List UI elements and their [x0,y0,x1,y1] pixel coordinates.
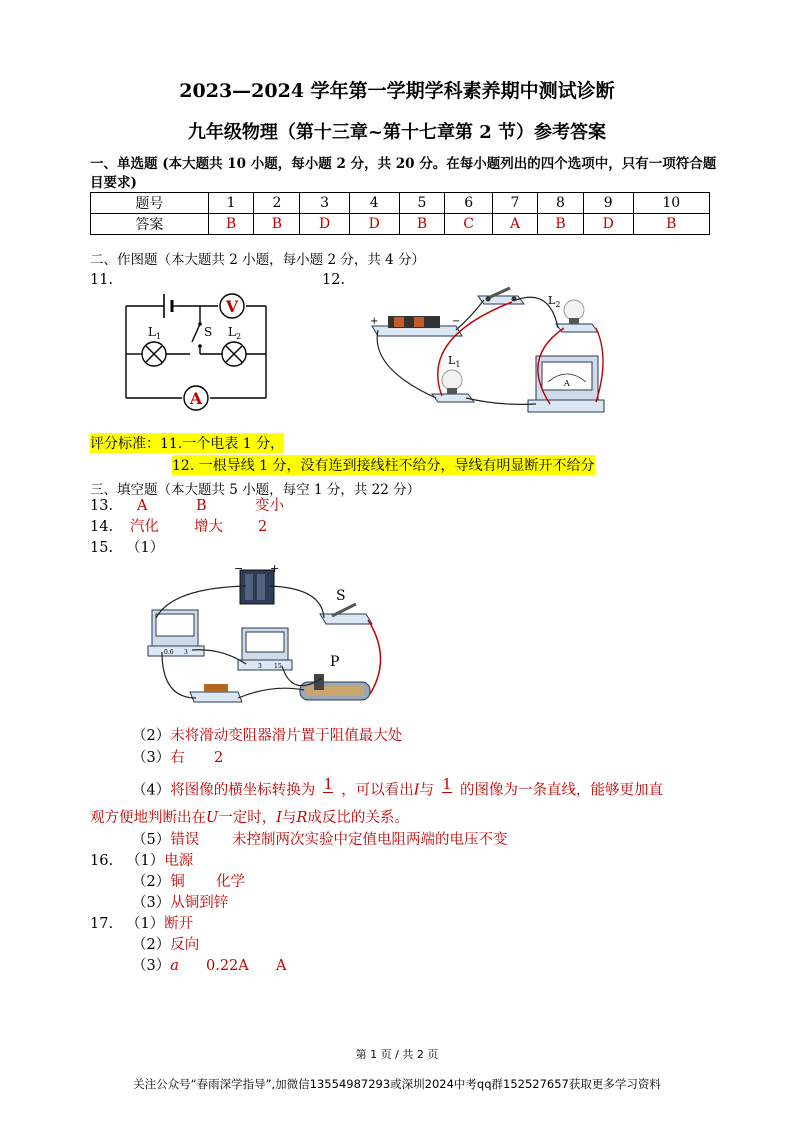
question-11-number: 11. [90,272,114,288]
circuit-diagram-15 [142,558,402,716]
q13-answer-1: A [137,498,148,514]
q15-part1-label: （1） [126,540,165,556]
q15-part4-line2 [90,808,409,828]
q17-part3-answer-3: A [276,958,287,974]
answer-table [90,192,710,235]
table-row-answers [91,214,710,235]
q15-part4-text-4: 的图像为一条直线，能够更加直 [459,782,663,799]
q13-answer-3: 变小 [255,498,284,514]
q14-answer-1: 汽化 [130,519,159,535]
table-cell: 1 [208,193,254,214]
voltmeter-label: V [225,297,239,316]
table-cell: 2 [254,193,300,214]
question-14 [90,517,268,537]
table-cell: 6 [445,193,493,214]
q15-part5-answer-1: 错误 [170,832,200,848]
q16-part2-label: （2） [132,874,171,890]
scoring-11: 11.一个电表 1 分， [160,436,285,452]
q17-part3 [132,956,287,976]
q15-part4-label: （4） [132,782,171,799]
q17-part2-label: （2） [132,937,171,953]
q17-number: 17. [90,916,114,932]
promo-footer: 关注公众号“春雨深学指导”,加微信13554987293或深圳2024中考qq群152527657获取更多学习资料 [133,1077,661,1091]
q15-part3 [132,748,224,768]
lamp-l1-label: $L_1$ [148,325,162,341]
q14-answer-2: 增大 [194,519,223,535]
question-16 [90,851,194,871]
answer-cell: B [399,214,445,235]
table-cell: 10 [633,193,709,214]
section2-title: 二、作图题（本大题共 2 小题，每小题 2 分，共 4 分） [90,252,426,268]
q16-part1-answer: 电源 [164,853,194,869]
q17-part2-answer: 反向 [170,937,200,953]
fraction-1-over-r [323,778,333,803]
q15-part3-answer-1: 右 [170,750,185,766]
answer-cell: B [538,214,584,235]
q17-part3-answer-1: a [170,958,179,974]
lamp-l1-label: $L_1$ [448,354,461,369]
q14-answer-3: 2 [258,519,268,535]
circuit-diagram-12 [360,278,620,420]
q16-part3-label: （3） [132,895,171,911]
q16-part1-label: （1） [126,853,165,869]
battery-plus: + [370,316,379,327]
q15-part2 [132,726,402,746]
rheostat-slider-label: P [330,654,340,670]
fraction-numerator: 1 [323,777,333,793]
symbol-i: I [413,782,420,799]
ammeter-letter: A [564,379,570,388]
scoring-12: 12. 一根导线 1 分，没有连到接线柱不给分，导线有明显断开不给分 [172,455,595,475]
q16-part2-answer-2: 化学 [216,874,245,890]
voltmeter-scale-3: 3 [258,663,262,670]
q15-part2-answer: 未将滑动变阻器滑片置于阻值最大处 [170,728,403,744]
section1-title: 一、单选题 (本大题共 10 小题，每小题 2 分，共 20 分。在每小题列出的四个选项中，只有一项符合题 [90,156,717,172]
q15-part4-text-3: 与 [419,782,434,799]
row-label-answer: 答案 [91,214,209,235]
q15-part5-answer-2: 未控制两次实验中定值电阻两端的电压不变 [232,832,508,848]
battery-minus: − [452,316,461,327]
answer-cell: B [633,214,709,235]
q15-part2-label: （2） [132,728,171,744]
q15-part4 [132,778,663,803]
question-12-number: 12. [322,272,346,288]
row-label-question: 题号 [91,193,209,214]
table-cell: 8 [538,193,584,214]
fraction-1-over-r-2 [442,778,452,803]
q16-part1 [126,851,193,871]
q15-part4-text-6: 一定时， [218,810,277,826]
answer-cell: B [208,214,254,235]
lamp-l2-label: $L_2$ [548,294,561,309]
q17-part1 [126,914,193,934]
q14-number: 14. [90,519,114,535]
q13-answer-2: B [196,498,207,514]
section3-title: 三、填空题（本大题共 5 小题，每空 1 分，共 22 分） [90,482,421,498]
scoring-label: 评分标准： [90,436,160,452]
battery-plus: + [270,562,280,575]
symbol-i: I [276,810,282,826]
q15-part4-text-5: 观方便地判断出在 [90,810,206,826]
question-13 [90,496,284,516]
page-number: 第 1 页 / 共 2 页 [355,1048,439,1061]
fraction-numerator: 1 [442,777,452,793]
q15-part5 [132,830,508,850]
switch-label: S [336,588,346,604]
q16-part3-answer: 从铜到锌 [170,895,229,911]
answer-cell: D [349,214,399,235]
q15-part5-label: （5） [132,832,171,848]
ammeter-scale-06: 0.6 [164,649,174,656]
question-17 [90,914,194,934]
answer-cell: D [583,214,633,235]
q16-part3 [132,893,228,913]
answer-cell: B [254,214,300,235]
q15-part4-text-7: 与 [281,810,297,826]
ammeter-scale-3: 3 [184,649,188,656]
ammeter-label: A [189,389,203,408]
q17-part2 [132,935,199,955]
q15-number: 15. [90,540,114,556]
q13-number: 13. [90,498,114,514]
section1-title-cont: 目要求) [90,175,137,191]
symbol-r: R [296,810,308,826]
battery-minus: − [234,562,244,575]
q15-part3-answer-2: 2 [214,750,224,766]
q17-part1-answer: 断开 [164,916,194,932]
circuit-diagram-11 [118,284,278,414]
q15-part4-text-2: ，可以看出 [341,782,414,799]
table-cell: 7 [492,193,537,214]
q17-part3-label: （3） [132,958,171,974]
table-row-questions [91,193,710,214]
switch-label: S [204,325,213,339]
q15-part4-text-1: 将图像的横坐标转换为 [170,782,316,799]
answer-cell: A [492,214,537,235]
scoring-line-1 [90,433,284,453]
fraction-bar [323,792,333,803]
q16-number: 16. [90,853,114,869]
fraction-bar [442,792,452,803]
voltmeter-scale-15: 15 [274,663,282,670]
q17-part3-answer-2: 0.22A [206,958,249,974]
q16-part2 [132,872,245,892]
table-cell: 4 [349,193,399,214]
document-title: 2023—2024 学年第一学期学科素养期中测试诊断 [179,80,615,102]
lamp-l2-label: $L_2$ [228,325,242,341]
q16-part2-answer-1: 铜 [170,874,185,890]
q17-part1-label: （1） [126,916,165,932]
symbol-u: U [206,810,219,826]
q15-part4-text-8: 成反比的关系。 [307,810,409,826]
table-cell: 9 [583,193,633,214]
q15-part3-label: （3） [132,750,171,766]
question-15-header [90,538,165,558]
document-subtitle: 九年级物理（第十三章~第十七章第 2 节）参考答案 [187,122,607,143]
table-cell: 5 [399,193,445,214]
answer-cell: D [300,214,350,235]
answer-cell: C [445,214,493,235]
table-cell: 3 [300,193,350,214]
